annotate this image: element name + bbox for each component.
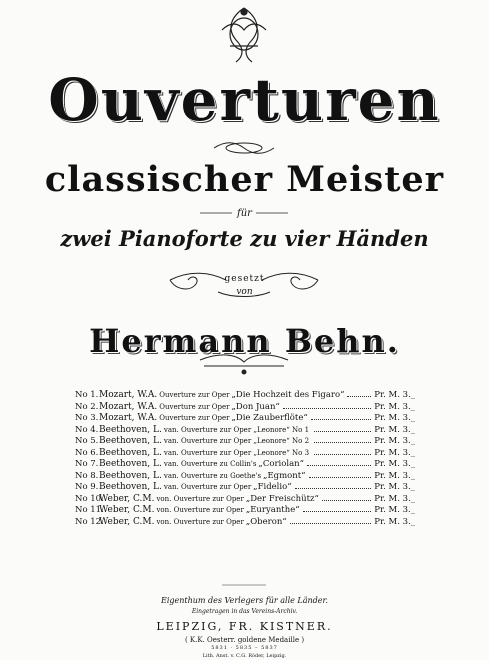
arranger-name: Hermann Behn. <box>89 322 400 360</box>
work-composer: Weber, C.M. <box>99 505 155 515</box>
work-detail: van. Ouverture zu Collin's <box>163 460 257 468</box>
dotted-leader <box>295 481 372 489</box>
work-row <box>75 389 415 401</box>
work-title: „Fidelio“ <box>253 482 292 492</box>
fuer-label: für <box>237 208 252 219</box>
work-composer: Weber, C.M. <box>99 516 155 527</box>
work-detail: van. Ouverture zu Goethe's <box>163 471 262 480</box>
instrumentation: zwei Pianoforte zu vier Händen <box>60 226 429 251</box>
work-composer: Beethoven, L. <box>99 470 162 481</box>
dotted-leader <box>290 516 372 524</box>
rights-notice: Eigenthum des Verlegers für alle Länder. <box>160 596 328 605</box>
work-composer: Beethoven, L. <box>99 447 162 458</box>
work-number: No 2. <box>75 401 99 412</box>
work-title: „Coriolan“ <box>258 459 304 469</box>
work-price: Pr. M. 3._ <box>374 401 415 412</box>
work-detail: van. Ouverture zur Oper „Leonore“ No 3 <box>163 448 310 457</box>
publisher: LEIPZIG, FR. KISTNER. <box>156 620 333 633</box>
work-title: „Egmont“ <box>263 470 306 481</box>
work-detail: van. Ouverture zur Oper „Leonore“ No 1 <box>163 425 310 434</box>
work-title: „Die Zauberflöte“ <box>231 413 308 423</box>
work-number: No 11. <box>75 505 104 515</box>
work-detail: van. Ouverture zur Oper „Leonore“ No 2 <box>163 437 310 445</box>
work-detail: von. Ouverture zur Oper <box>156 517 244 526</box>
gesetzt-label: gesetzt <box>224 274 265 284</box>
work-row <box>75 447 415 459</box>
work-price: Pr. M. 3._ <box>374 447 415 458</box>
work-number: No 5. <box>75 436 99 446</box>
work-price: Pr. M. 3._ <box>374 413 415 423</box>
work-composer: Beethoven, L. <box>99 436 162 446</box>
work-number: No 1. <box>75 390 99 400</box>
work-price: Pr. M. 3._ <box>374 390 415 400</box>
monogram-ornament <box>222 8 266 62</box>
work-detail: Ouverture zur Oper <box>159 414 230 422</box>
registration-notice: Eingetragen in das Vereins-Archiv. <box>191 608 298 615</box>
work-row <box>75 493 415 505</box>
work-row <box>75 435 415 447</box>
work-title: „Die Hochzeit des Figaro“ <box>231 390 345 400</box>
work-number: No 12. <box>75 516 104 527</box>
work-row <box>75 481 415 493</box>
work-row <box>75 401 415 413</box>
dotted-leader <box>322 493 371 501</box>
work-title: „Oberon“ <box>245 516 287 527</box>
work-composer: Mozart, W.A. <box>99 390 158 400</box>
work-title: „Der Freischütz“ <box>245 493 319 504</box>
work-price: Pr. M. 3._ <box>374 505 415 515</box>
work-composer: Weber, C.M. <box>99 493 155 504</box>
work-row <box>75 458 415 470</box>
work-price: Pr. M. 3._ <box>374 436 415 446</box>
work-price: Pr. M. 3._ <box>374 482 415 492</box>
work-price: Pr. M. 3._ <box>374 516 415 527</box>
work-number: No 3. <box>75 413 99 423</box>
work-title: „Euryanthe“ <box>245 505 300 515</box>
work-row <box>75 504 415 516</box>
work-number: No 8. <box>75 470 99 481</box>
work-composer: Beethoven, L. <box>99 459 162 469</box>
page-title: Ouverturen <box>48 66 441 134</box>
work-price: Pr. M. 3._ <box>374 493 415 504</box>
works-list <box>75 389 415 527</box>
dotted-leader <box>307 458 371 466</box>
dotted-leader <box>314 435 371 443</box>
work-number: No 10. <box>75 493 104 504</box>
medal-note: ( K.K. Oesterr. goldene Medaille ) <box>184 636 305 644</box>
work-detail: von. Ouverture zur Oper <box>156 494 244 503</box>
work-number: No 9. <box>75 482 99 492</box>
work-row <box>75 516 415 528</box>
work-composer: Beethoven, L. <box>99 424 162 435</box>
work-price: Pr. M. 3._ <box>374 470 415 481</box>
work-composer: Mozart, W.A. <box>99 413 158 423</box>
work-row <box>75 412 415 424</box>
printer-credit: Lith. Anst. v. C.G. Röder, Leipzig. <box>202 653 287 659</box>
dotted-leader <box>311 412 372 420</box>
dotted-leader <box>309 470 372 478</box>
work-title: „Don Juan“ <box>231 401 280 412</box>
plate-numbers: 5831 · 5835 – 5837 <box>211 645 278 651</box>
work-detail: van. Ouverture zur Oper <box>163 483 252 491</box>
work-detail: Ouverture zur Oper <box>159 391 230 399</box>
work-row <box>75 424 415 436</box>
page-subtitle: classischer Meister <box>44 159 445 200</box>
work-price: Pr. M. 3._ <box>374 459 415 469</box>
dotted-leader <box>347 389 371 397</box>
work-number: No 4. <box>75 424 99 435</box>
work-number: No 7. <box>75 459 99 469</box>
work-detail: Ouverture zur Oper <box>159 402 230 411</box>
dotted-leader <box>303 504 372 512</box>
work-composer: Beethoven, L. <box>99 482 162 492</box>
work-row <box>75 470 415 482</box>
work-composer: Mozart, W.A. <box>99 401 158 412</box>
work-price: Pr. M. 3._ <box>374 424 415 435</box>
von-label: von <box>236 287 253 297</box>
flourish-ornament <box>214 143 274 154</box>
dotted-leader <box>283 401 371 409</box>
work-number: No 6. <box>75 447 99 458</box>
work-detail: von. Ouverture zur Oper <box>156 506 244 514</box>
dotted-leader <box>314 447 371 455</box>
dotted-leader <box>314 424 371 432</box>
